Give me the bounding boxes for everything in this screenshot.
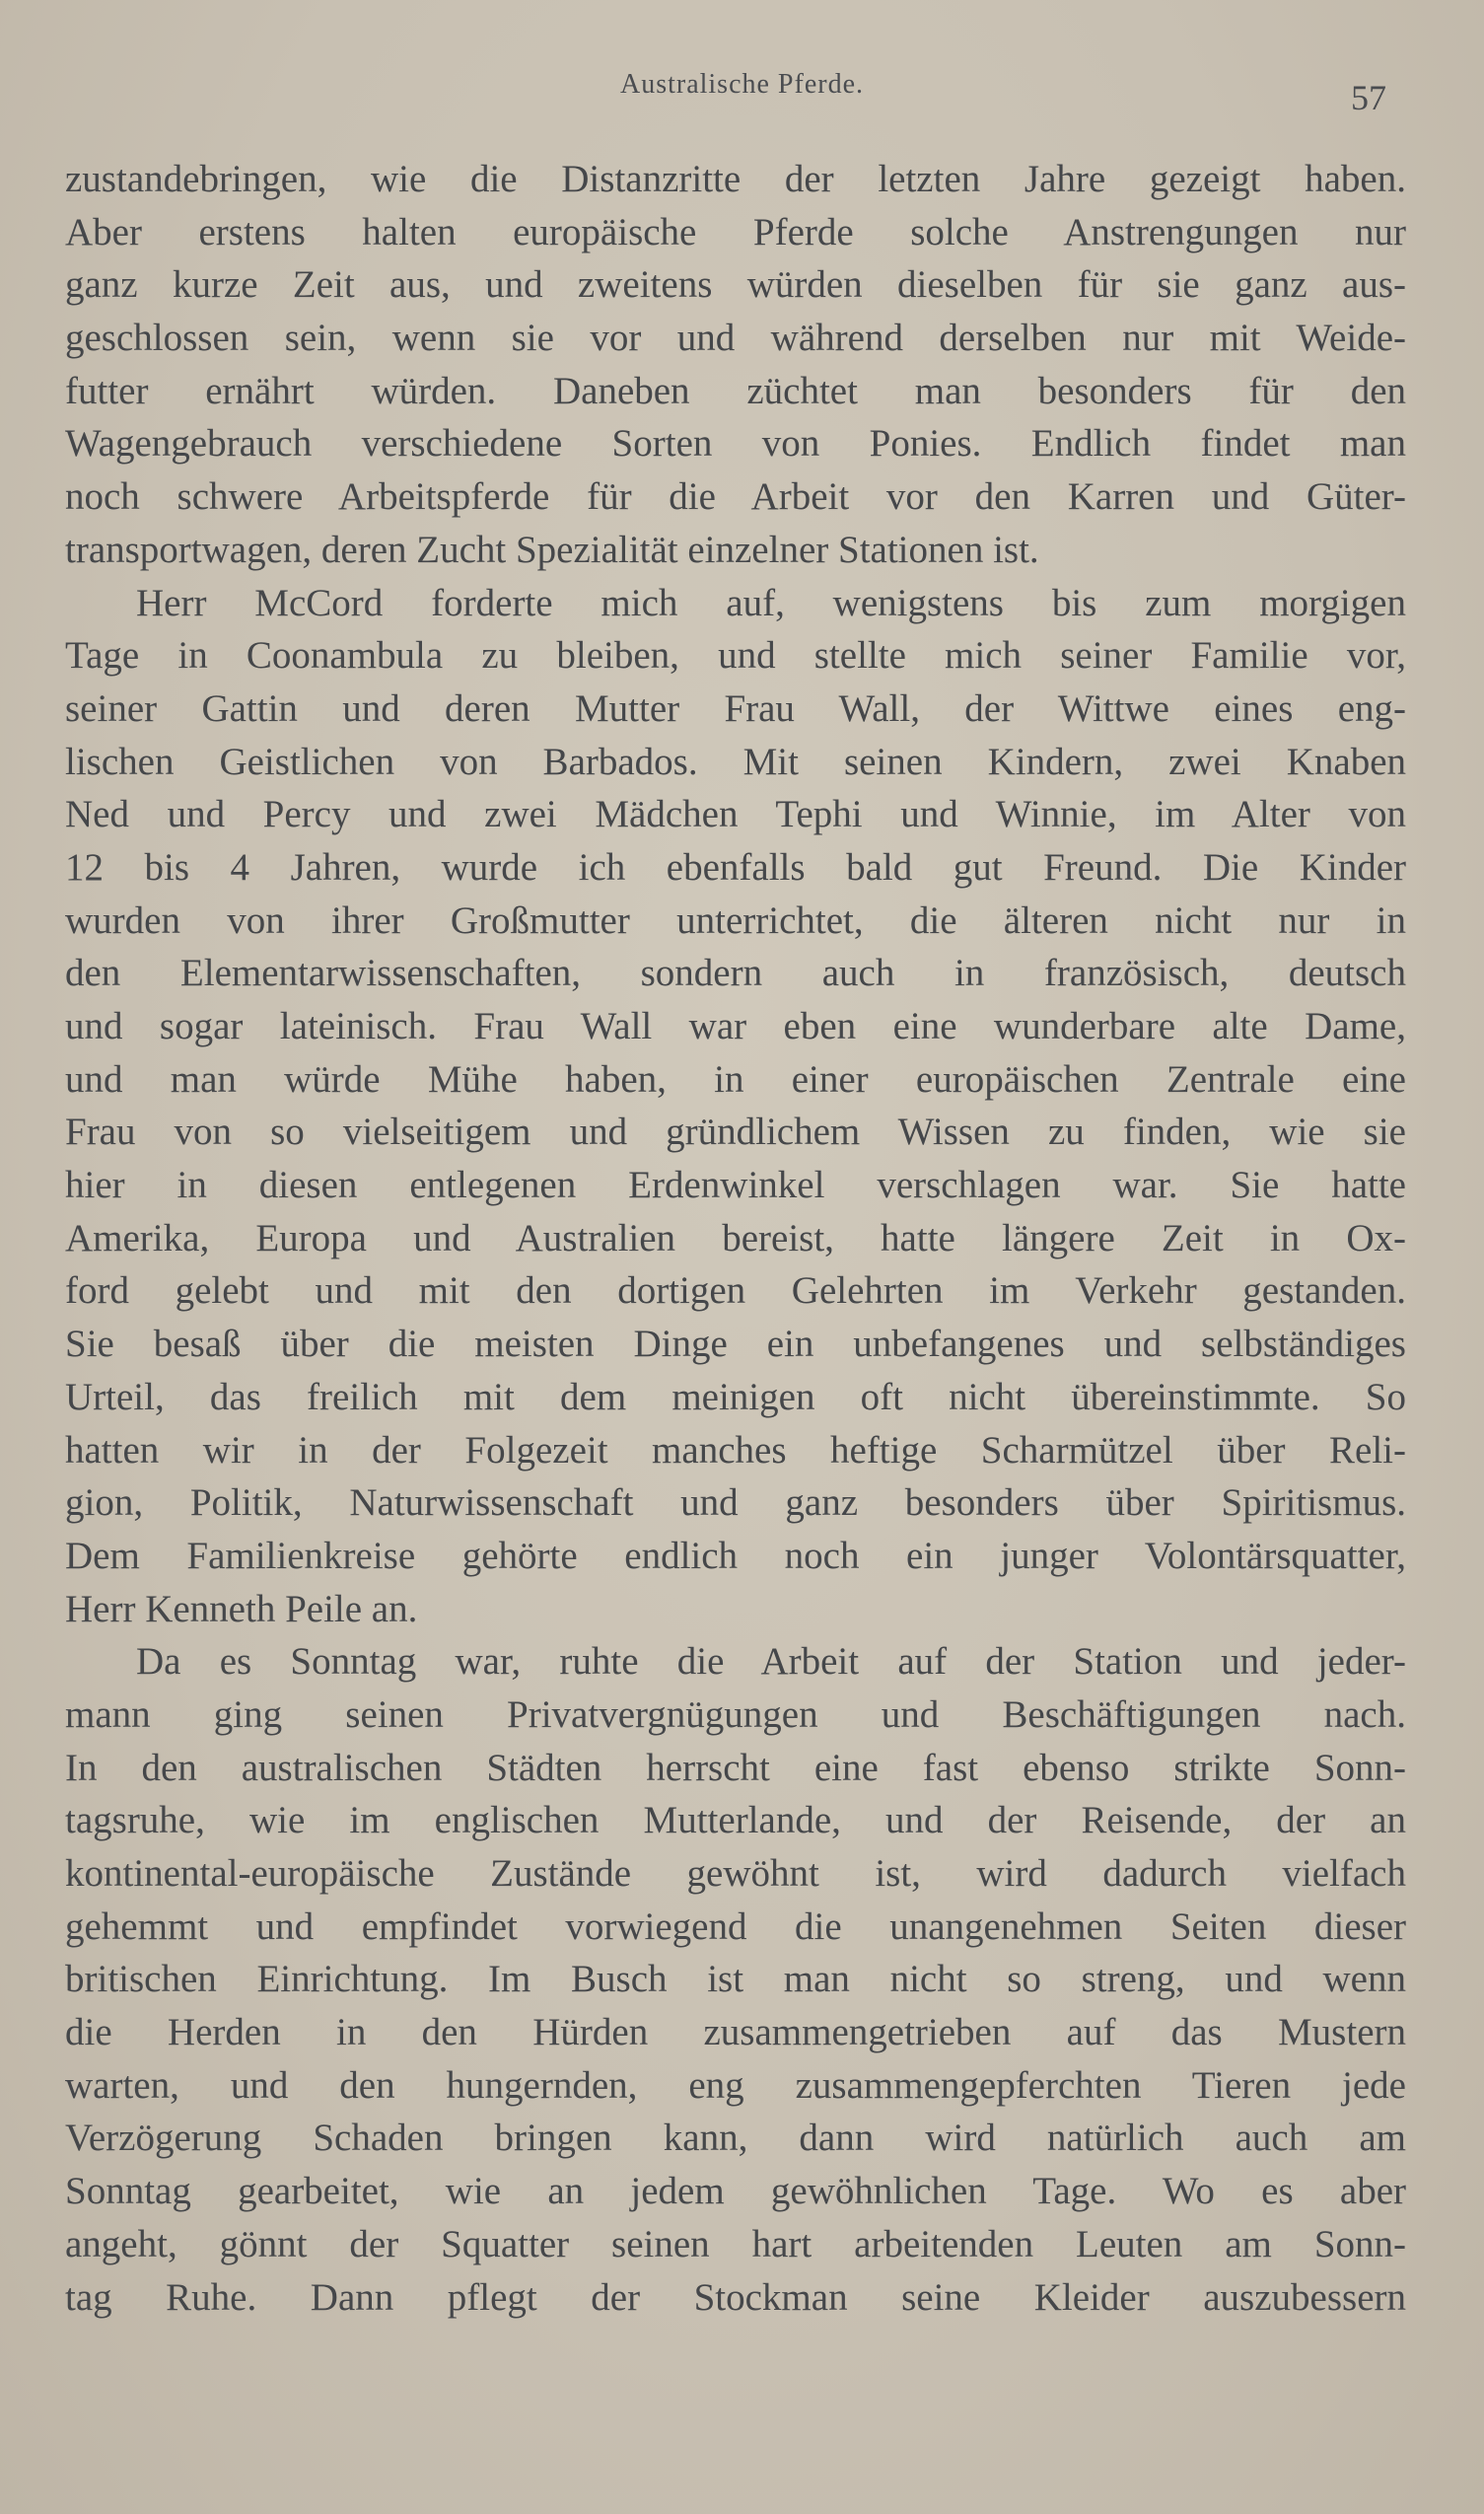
text-line: und man würde Mühe haben, in einer europäischen Zentrale eine	[65, 1057, 1406, 1101]
text-line: den Elementarwissenschaften, sondern auch in französisch, deutsch	[65, 952, 1406, 995]
text-line: die Herden in den Hürden zusammengetrieben auf das Mustern	[65, 2011, 1406, 2054]
text-line: tagsruhe, wie im englischen Mutterlande, und der Reisende, der an	[65, 1799, 1406, 1842]
text-line: In den australischen Städten herrscht eine fast ebenso strikte Sonn-	[65, 1746, 1406, 1789]
text-line: Amerika, Europa und Australien bereist, hatte längere Zeit in Ox-	[65, 1216, 1406, 1259]
text-line: Frau von so vielseitigem und gründlichem Wissen zu finden, wie sie	[65, 1111, 1406, 1154]
text-line: hier in diesen entlegenen Erdenwinkel verschlagen war. Sie hatte	[65, 1164, 1406, 1207]
body-text	[65, 153, 1406, 2324]
text-line: warten, und den hungernden, eng zusammengepferchten Tieren jede	[65, 2063, 1406, 2107]
text-line: Ned und Percy und zwei Mädchen Tephi und Winnie, im Alter von	[65, 793, 1406, 836]
text-line: gehemmt und empfindet vorwiegend die unangenehmen Seiten dieser	[65, 1904, 1406, 1948]
text-line: und sogar lateinisch. Frau Wall war eben eine wunderbare alte Dame,	[65, 1005, 1406, 1047]
running-head: Australische Pferde.	[619, 69, 865, 100]
text-line: mann ging seinen Privatvergnügungen und Beschäftigungen nach.	[65, 1692, 1406, 1736]
text-line: Sie besaß über die meisten Dinge ein unbefangenes und selbständiges	[65, 1323, 1406, 1366]
text-line: futter ernährt würden. Daneben züchtet man besonders für den	[65, 369, 1406, 412]
text-line: gion, Politik, Naturwissenschaft und ganz besonders über Spiritismus.	[65, 1481, 1406, 1525]
text-line: ford gelebt und mit den dortigen Gelehrten im Verkehr gestanden.	[65, 1269, 1406, 1313]
text-line: zustandebringen, wie die Distanzritte der letzten Jahre gezeigt haben.	[65, 158, 1406, 200]
text-line: Herr Kenneth Peile an.	[65, 1587, 418, 1630]
text-line: wurden von ihrer Großmutter unterrichtet, die älteren nicht nur in	[65, 898, 1406, 942]
text-line: lischen Geistlichen von Barbados. Mit seinen Kindern, zwei Knaben	[65, 740, 1406, 783]
text-line: Aber erstens halten europäische Pferde solche Anstrengungen nur	[65, 210, 1406, 253]
text-line: Da es Sonntag war, ruhte die Arbeit auf der Station und jeder-	[136, 1640, 1406, 1684]
text-line: Wagengebrauch verschiedene Sorten von Ponies. Endlich findet man	[65, 422, 1406, 466]
text-line: hatten wir in der Folgezeit manches heftige Scharmützel über Reli-	[65, 1428, 1406, 1472]
text-line: britischen Einrichtung. Im Busch ist man nicht so streng, und wenn	[65, 1958, 1406, 2001]
text-line: angeht, gönnt der Squatter seinen hart arbeitenden Leuten am Sonn-	[65, 2222, 1406, 2265]
text-line: transportwagen, deren Zucht Spezialität einzelner Stationen ist.	[65, 528, 1039, 571]
text-line: seiner Gattin und deren Mutter Frau Wall, der Wittwe eines eng-	[65, 686, 1406, 730]
text-line: Verzögerung Schaden bringen kann, dann wird natürlich auch am	[65, 2117, 1406, 2160]
text-line: Sonntag gearbeitet, wie an jedem gewöhnlichen Tage. Wo es aber	[65, 2170, 1406, 2213]
text-line: noch schwere Arbeitspferde für die Arbeit vor den Karren und Güter-	[65, 475, 1406, 519]
text-line: Urteil, das freilich mit dem meinigen oft nicht übereinstimmte. So	[65, 1375, 1406, 1418]
page-number: 57	[1351, 78, 1386, 117]
text-line: Herr McCord forderte mich auf, wenigstens bis zum morgigen	[136, 581, 1406, 624]
text-line: ganz kurze Zeit aus, und zweitens würden dieselben für sie ganz aus-	[65, 263, 1406, 307]
text-line: Dem Familienkreise gehörte endlich noch ein junger Volontärsquatter,	[65, 1534, 1406, 1577]
text-line: geschlossen sein, wenn sie vor und während derselben nur mit Weide-	[65, 317, 1406, 360]
text-line: tag Ruhe. Dann pflegt der Stockman seine Kleider auszubessern	[65, 2275, 1406, 2319]
text-line: kontinental-europäische Zustände gewöhnt ist, wird dadurch vielfach	[65, 1852, 1406, 1895]
text-line: 12 bis 4 Jahren, wurde ich ebenfalls bald gut Freund. Die Kinder	[65, 845, 1406, 889]
text-line: Tage in Coonambula zu bleiben, und stellte mich seiner Familie vor,	[65, 634, 1406, 678]
